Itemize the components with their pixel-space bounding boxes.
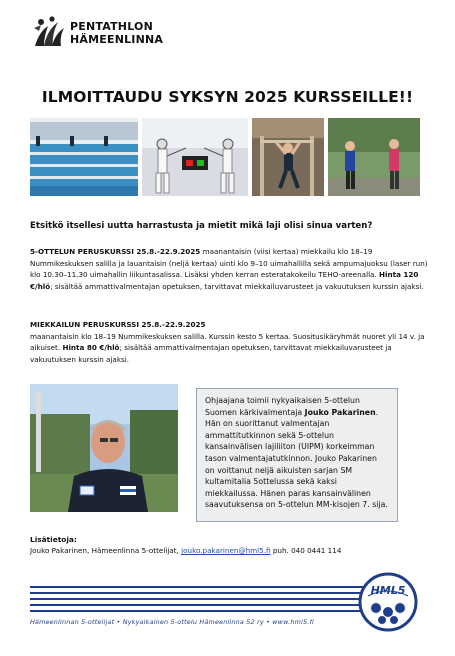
swimming-photo xyxy=(30,118,138,196)
course-2-tail: ; sisältää ammattivalmentajan opetuksen, tarvittavat miekkailuvarusteet ja vakuutuksen kurssin ajaksi. xyxy=(30,343,392,364)
coach-name: Jouko Pakarinen xyxy=(304,407,376,417)
logo-line-1: PENTATHLON xyxy=(70,20,153,33)
footer-stripe xyxy=(30,598,370,600)
contact-email-link[interactable]: jouko.pakarinen@hml5.fi xyxy=(181,546,271,555)
fencing-photo xyxy=(142,118,248,196)
contact-name: Jouko Pakarinen, Hämeenlinna 5-ottelijat, xyxy=(30,546,182,555)
pentathlon-logo-icon xyxy=(32,16,66,48)
page-title: ILMOITTAUDU SYKSYN 2025 KURSSEILLE!! xyxy=(41,88,414,106)
footer-stripe xyxy=(30,604,370,606)
footer-stripe xyxy=(30,592,370,594)
coach-bio-text-2: . Hän on suorittanut valmentajan ammattitutkinnon sekä 5-ottelun kansainvälisen lajiliiton (UIPM) korkeimman tason valmentajatutkinnon. Jouko Pakarinen on voittanut neljä aikuisten sarjan SM kultamitalia 5ottelussa sekä kaksi miekkailussa. Hänen paras kansainvälinen saavutuksensa on 5-ottelun MM-kisojen 7. sija. xyxy=(205,407,388,510)
lead-question: Etsitkö itsellesi uutta harrastusta ja mietit mikä laji olisi sinua varten? xyxy=(30,221,373,231)
coach-photo xyxy=(30,384,178,512)
obstacle-photo xyxy=(252,118,324,196)
hml5-badge-icon xyxy=(358,572,418,632)
course-1-tail: ; sisältää ammattivalmentajan opetuksen, tarvittavat miekkailuvarusteet ja vakuutuksen kurssin ajaksi. xyxy=(50,281,424,291)
contact-heading: Lisätietoja: xyxy=(30,535,77,544)
footer-text: Hämeenlinnan 5-ottelijat • Nykyaikainen 5-ottelu Hämeenlinna 52 ry • www.hml5.fi xyxy=(30,618,314,626)
coach-bio-text-1: Ohjaajana toimii nykyaikaisen 5-ottelun Suomen kärkivalmentaja xyxy=(205,396,360,417)
footer-stripe xyxy=(30,586,370,588)
course-1-paragraph xyxy=(30,246,430,292)
logo-line-2: HÄMEENLINNA xyxy=(70,33,164,46)
contact-line xyxy=(30,546,341,555)
course-1-title: 5-OTTELUN PERUSKURSSI 25.8.-22.9.2025 xyxy=(30,247,201,256)
course-2-text: maanantaisin klo 18–19 Nummikeskuksen salilla. Kurssin kesto 5 kertaa. Suositusikäryhmät nuoret yli 14 v. ja aikuiset. xyxy=(30,331,425,352)
coach-bio-box xyxy=(196,388,398,522)
hml5-badge-text: HML5 xyxy=(370,584,406,597)
course-2-paragraph xyxy=(30,319,430,365)
contact-phone: puh. 040 0441 114 xyxy=(270,546,342,555)
course-1-price: Hinta 120 €/hlö xyxy=(30,270,419,291)
course-2-price: Hinta 80 €/hlö xyxy=(62,343,120,352)
course-1-text: maanantaisin (viisi kertaa) miekkailu klo 18–19 Nummikeskuksen salilla ja lauantaisin (neljä kertaa) uinti klo 9–10 uimahallilla sekä ampumajuoksu (laser run) klo 10.30–11.30 uimahallin liikuntasalissa. Lisäksi yhden kerran esteratakokeilu TEHO-areenalla. xyxy=(30,247,428,279)
course-2-title: MIEKKAILUN PERUSKURSSI 25.8.-22.9.2025 xyxy=(30,320,206,329)
footer-stripe xyxy=(30,610,370,612)
laser-run-photo xyxy=(328,118,420,196)
